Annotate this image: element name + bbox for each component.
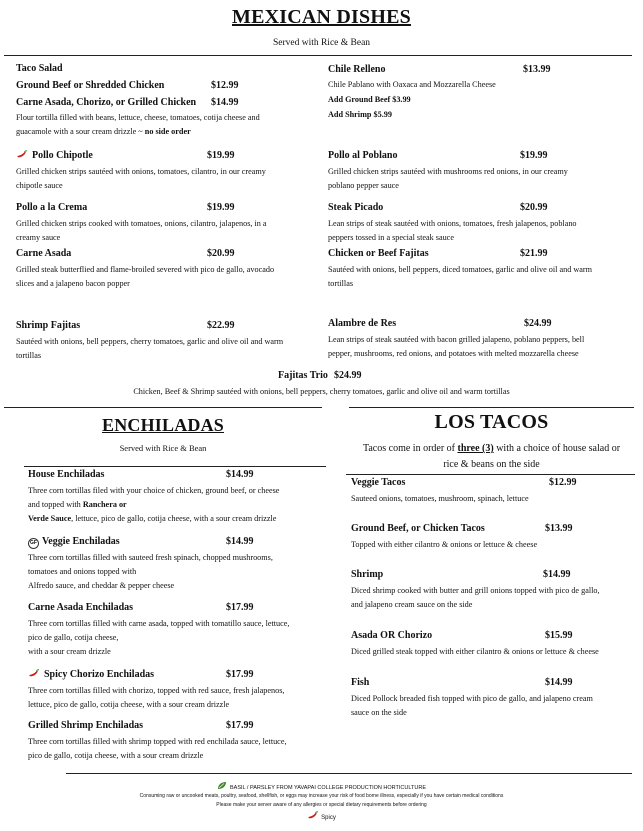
shrimp-tacos-name: Shrimp — [351, 569, 384, 580]
alambre-name: Alambre de Res — [328, 318, 397, 329]
asada-tacos-desc: Diced grilled steak topped with either cilantro & onions or lettuce & cheese — [351, 647, 599, 656]
taco-salad-price2: $14.99 — [211, 97, 239, 108]
pollo-chipotle-name: Pollo Chipotle — [16, 150, 93, 161]
pollo-chipotle-desc: Grilled chicken strips sautéed with onions, tomatoes, cilantro, in our creamy chipotle sauce — [16, 167, 266, 190]
pollo-crema-desc: Grilled chicken strips cooked with tomatoes, onions, cilantro, jalapenos, in a creamy sauce — [16, 219, 267, 242]
enchiladas-rule-top — [4, 407, 322, 408]
veggie-tacos-name: Veggie Tacos — [351, 477, 406, 488]
veggie-enchiladas-price: $14.99 — [226, 536, 254, 547]
taco-salad-name: Taco Salad — [16, 63, 63, 74]
footer-warning2: Please make your server aware of any allergies or special dietary requirements before ordering — [216, 802, 427, 808]
chorizo-enchiladas-desc: Three corn tortillas filled with chorizo, topped with red sauce, fresh jalapenos, lettuce, pico de gallo, cotija cheese, with a sour cream drizzle — [28, 686, 285, 709]
chile-relleno-add2: Add Shrimp $5.99 — [328, 110, 392, 119]
enchiladas-title: ENCHILADAS — [101, 415, 225, 435]
fish-tacos-name: Fish — [351, 677, 370, 688]
fajitas-price: $21.99 — [520, 248, 548, 259]
steak-picado-desc: Lean strips of steak sautéed with onions, tomatoes, fresh jalapenos, poblano peppers tossed in a special steak sauce — [328, 219, 577, 242]
tacos-rule-top — [349, 407, 634, 408]
taco-salad-opt2: Carne Asada, Chorizo, or Grilled Chicken — [16, 97, 197, 108]
mexican-rule — [4, 55, 632, 56]
veggie-tacos-price: $12.99 — [549, 477, 577, 488]
chili-icon — [307, 811, 319, 820]
alambre-price: $24.99 — [524, 318, 552, 329]
fish-tacos-price: $14.99 — [545, 677, 573, 688]
taco-salad-desc: Flour tortilla filled with beans, lettuce, cheese, tomatoes, cotija cheese and guacamole with a sour cream drizzle ~ no side order — [16, 113, 260, 136]
chile-relleno-desc: Chile Pablano with Oaxaca and Mozzarella Cheese — [328, 80, 496, 89]
steak-picado-price: $20.99 — [520, 202, 548, 213]
mexican-subtitle: Served with Rice & Bean — [272, 38, 371, 48]
fajitas-name: Chicken or Beef Fajitas — [328, 248, 429, 259]
asada-tacos-price: $15.99 — [545, 630, 573, 641]
taco-salad-price1: $12.99 — [211, 80, 239, 91]
ground-tacos-name: Ground Beef, or Chicken Tacos — [351, 523, 485, 534]
steak-picado-name: Steak Picado — [328, 202, 384, 213]
footer-warning1: Consuming raw or uncooked meats, poultry, seafood, shellfish, or eggs may increase your risk of food borne illness, especially if you have certain medical conditions — [139, 793, 504, 799]
mexican-title: MEXICAN DISHES — [232, 6, 411, 28]
pollo-chipotle-price: $19.99 — [207, 150, 235, 161]
chorizo-enchiladas-price: $17.99 — [226, 669, 254, 680]
pollo-poblano-price: $19.99 — [520, 150, 548, 161]
house-enchiladas-desc: Three corn tortillas filed with your choice of chicken, ground beef, or cheese and topped with Ranchera or Verde Sauce, lettuce, pico de gallo, cotija cheese, with a sour cream drizzle — [28, 486, 280, 523]
trio-desc: Chicken, Beef & Shrimp sautéed with onions, bell peppers, cherry tomatoes, garlic and olive oil and warm tortillas — [133, 387, 510, 396]
footer-basil: BASIL / PARSLEY FROM YAVAPAI COLLEGE PRODUCTION HORTICULTURE — [0, 781, 643, 791]
fajitas-desc: Sautéed with onions, bell peppers, diced tomatoes, garlic and olive oil and warm tortillas — [328, 265, 592, 288]
tacos-rule — [346, 474, 635, 475]
enchiladas-subtitle: Served with Rice & Bean — [119, 443, 207, 453]
asada-tacos-name: Asada OR Chorizo — [351, 630, 433, 641]
footer-rule — [66, 773, 632, 774]
pollo-poblano-name: Pollo al Poblano — [328, 150, 398, 161]
shrimp-enchiladas-price: $17.99 — [226, 720, 254, 731]
chili-icon — [16, 150, 28, 159]
pollo-poblano-desc: Grilled chicken strips sautéed with mushrooms red onions, in our creamy poblano pepper sauce — [328, 167, 568, 190]
gluten-free-icon: GF — [28, 538, 39, 549]
chile-relleno-name: Chile Relleno — [328, 64, 386, 75]
footer-spicy: Spicy — [0, 811, 643, 821]
shrimp-enchiladas-name: Grilled Shrimp Enchiladas — [28, 720, 144, 731]
taco-salad-opt1: Ground Beef or Shredded Chicken — [16, 80, 165, 91]
tacos-intro: Tacos come in order of three (3) with a choice of house salad or rice & beans on the side — [362, 443, 621, 470]
veggie-enchiladas-name: GF Veggie Enchiladas — [28, 536, 120, 549]
shrimp-enchiladas-desc: Three corn tortillas filled with shrimp topped with red enchilada sauce, lettuce, pico de gallo, cotija cheese, with a sour cream drizzle — [28, 737, 287, 760]
chile-relleno-price: $13.99 — [523, 64, 551, 75]
trio-name: Fajitas Trio — [278, 370, 328, 381]
veggie-tacos-desc: Sauteed onions, tomatoes, mushroom, spinach, lettuce — [351, 494, 529, 503]
house-enchiladas-price: $14.99 — [226, 469, 254, 480]
shrimp-fajitas-desc: Sautéed with onions, bell peppers, cherry tomatoes, garlic and olive oil and warm tortillas — [16, 337, 284, 360]
shrimp-fajitas-name: Shrimp Fajitas — [16, 320, 81, 331]
trio-price: $24.99 — [334, 370, 362, 381]
alambre-desc: Lean strips of steak sautéed with bacon grilled jalapeno, poblano peppers, bell pepper, mushrooms, red onions, and potatoes with melted mozzarella cheese — [328, 335, 585, 358]
chorizo-enchiladas-name: Spicy Chorizo Enchiladas — [28, 669, 154, 680]
pollo-crema-price: $19.99 — [207, 202, 235, 213]
house-enchiladas-name: House Enchiladas — [28, 469, 105, 480]
carne-asada-desc: Grilled steak butterflied and flame-broiled severed with pico de gallo, avocado slices and a jalapeno bacon popper — [16, 265, 275, 288]
ground-tacos-price: $13.99 — [545, 523, 573, 534]
chili-icon — [28, 669, 40, 678]
asada-enchiladas-price: $17.99 — [226, 602, 254, 613]
carne-asada-price: $20.99 — [207, 248, 235, 259]
shrimp-tacos-price: $14.99 — [543, 569, 571, 580]
asada-enchiladas-desc: Three corn tortillas filled with carne asada, topped with tomatillo sauce, lettuce, pico de gallo, cotija cheese, with a sour cream drizzle — [28, 619, 290, 656]
tacos-title: LOS TACOS — [434, 411, 549, 433]
enchiladas-rule — [24, 466, 326, 467]
leaf-icon — [217, 781, 227, 790]
chile-relleno-add1: Add Ground Beef $3.99 — [328, 95, 411, 104]
carne-asada-name: Carne Asada — [16, 248, 72, 259]
ground-tacos-desc: Topped with either cilantro & onions or lettuce & cheese — [351, 540, 538, 549]
pollo-crema-name: Pollo a la Crema — [16, 202, 88, 213]
veggie-enchiladas-desc: Three corn tortillas filled with sauteed fresh spinach, chopped mushrooms, tomatoes and onions topped with Alfredo sauce, and cheddar & pepper cheese — [28, 553, 273, 590]
taco-salad-note: no side order — [144, 127, 191, 136]
asada-enchiladas-name: Carne Asada Enchiladas — [28, 602, 134, 613]
shrimp-fajitas-price: $22.99 — [207, 320, 235, 331]
shrimp-tacos-desc: Diced shrimp cooked with butter and grill onions topped with pico de gallo, and jalapeno cream sauce on the side — [351, 586, 600, 609]
fish-tacos-desc: Diced Pollock breaded fish topped with pico de gallo, and jalapeno cream sauce on the side — [351, 694, 593, 717]
